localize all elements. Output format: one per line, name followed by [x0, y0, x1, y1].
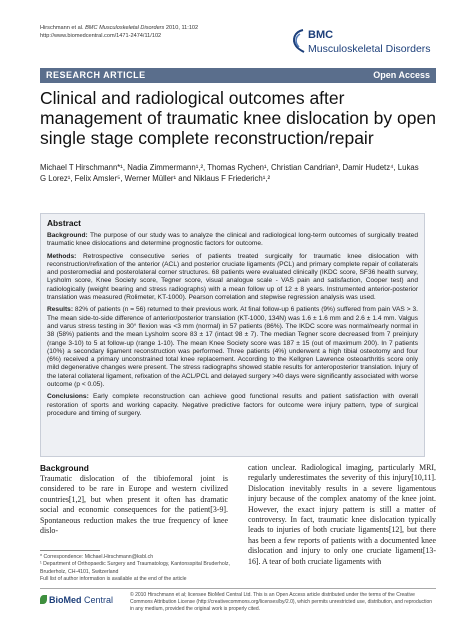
abstract-box — [40, 213, 425, 457]
logo-journal-name: Musculoskeletal Disorders — [308, 43, 431, 55]
citation-header — [40, 24, 270, 40]
biomed-central-logo: BioMed Central — [40, 595, 113, 605]
abstract-conclusions: Conclusions: Early complete reconstruction can achieve good functional results and patient satisfaction with overall restoration of sports and working capacity. Negative predictive factors for outcome were injury pattern, type of surgical procedure and timing of surgery. — [47, 393, 418, 417]
abstract-background: Background: The purpose of our study was to analyze the clinical and radiological long-term outcomes of surgically treated traumatic knee dislocations and determine prognostic factors for outcome. — [47, 232, 418, 248]
body-column-left — [40, 463, 228, 536]
article-type: RESEARCH ARTICLE — [46, 70, 146, 80]
body-paragraph-right: cation unclear. Radiological imaging, particularly MRI, regularly underestimates the severity of this injury[10,11]. Dislocation inevitably results in a severe ligamentous injury because of the complex anatomy of the knee joint. However, the exact injury pattern is still a matter of controversy. In fact, traumatic knee dislocation typically leads to injuries of both cruciate ligaments[12], but there has been a few reports of patients with a documented knee dislocation and injury to only one cruciate ligament[13-16]. A tear of both cruciate ligaments with — [248, 463, 436, 566]
author-list: Michael T Hirschmann*¹, Nadia Zimmermann¹,², Thomas Rychen¹, Christian Candrian³, Damir Hudetz⁴, Lukas G Lorez¹, Felix Amsler⁵, Werner Müller¹ and Niklaus F Friederich¹,² — [40, 163, 419, 183]
footnotes — [40, 554, 230, 583]
author-info-note: Full list of author information is available at the end of the article — [40, 575, 187, 582]
abstract-heading: Abstract — [47, 218, 81, 228]
citation-line-1: Hirschmann et al. BMC Musculoskeletal Disorders 2010, 11:102 — [40, 25, 199, 31]
article-title: Clinical and radiological outcomes after management of traumatic knee dislocation by open single stage complete reconstruction/repair — [40, 88, 436, 148]
body-paragraph-left: Traumatic dislocation of the tibiofemoral joint is considered to be rare in Europe and western civilized countries[1,2], but when present it often has dramatic social and economic consequences for the patient[3-9]. Spontaneous reduction makes the true frequency of knee dislo- — [40, 474, 228, 536]
abstract-results: Results: 82% of patients (n = 56) returned to their previous work. At final follow-up 6 patients (9%) suffered from pain VAS > 3. The mean side-to-side difference of anterior/posterior translation (KT-1000, 134N) was 1.6 ± 1.6 mm and 2.6 ± 1.4 mm. Valgus and varus stress testing in 30° flexion was <3 mm (normal) in 57 patients (86%). The IKDC score was normal/nearly normal in 38 (58%) patients and the mean Lysholm score 83 ± 17 (intact 98 ± 7). The median Tegner score decreased from 7 preinjury (range 3-10) to 5 at follow-up (range 1-10). The mean Knee Society score was 187 ± 15 (out of maximum 200). In 7 patients (10%) a secondary ligament reconstruction was performed. Three patients (4%) underwent a high tibial osteotomy and four (6%) received a primary unconstrained total knee replacement. According to the Kellgren Lawrence osteoarthritis score only mild degenerative changes were present. The stress radiographs showed stable results for anteroposterior translation. Injury of the lateral collateral ligament, refixation of the ACL/PCL and delayed surgery >40 days were significantly associated with worse outcome (p < 0.05). — [47, 306, 418, 389]
citation-url[interactable]: http://www.biomedcentral.com/1471-2474/11/102 — [40, 33, 162, 39]
bmc-swirl-icon — [290, 28, 306, 54]
correspondence-note[interactable]: * Correspondence: Michael.Hirschmann@ksbl.ch — [40, 554, 154, 560]
page-footer — [40, 588, 436, 615]
journal-logo — [290, 28, 440, 68]
body-column-right — [248, 463, 436, 567]
article-type-banner — [40, 68, 436, 83]
biomed-leaf-icon — [40, 595, 47, 604]
abstract-methods: Methods: Retrospective consecutive series of patients treated surgically for traumatic knee dislocation with reconstruction/refixation of the anterior (ACL) and posterior cruciate ligaments (PCL) and primary complete repair of collaterals and posteromedial and posterolateral corner structures. 68 patients were evaluated clinically (IKDC score, SF36 health survey, Lysholm score, Knee Society score, Tegner score, visual analogue scale - VAS pain and satisfaction, Cooper test) and radiologically (weight bearing and stress radiographs) with a mean follow up of 12 ± 8 years. Instrumented anterior-posterior translation was measured (Rolimeter, KT-1000). Pearson correlation and stepwise regression analysis was used. — [47, 252, 418, 302]
section-heading-background: Background — [40, 463, 89, 473]
logo-bmc: BMC — [308, 29, 334, 41]
footnote-rule — [40, 550, 100, 551]
affiliation-note: ¹ Department of Orthopaedic Surgery and Traumatology, Kantonsspital Bruderholz, Bruderholz, CH-4101, Switzerland — [40, 561, 230, 575]
license-statement: © 2010 Hirschmann et al; licensee BioMed Central Ltd. This is an Open Access article distributed under the terms of the Creative Commons Attribution License (http://creativecommons.org/licenses/by/2.0), which permits unrestricted use, distribution, and reproduction in any medium, provided the original work is properly cited. — [130, 592, 433, 612]
open-access-label: Open Access — [373, 70, 430, 80]
